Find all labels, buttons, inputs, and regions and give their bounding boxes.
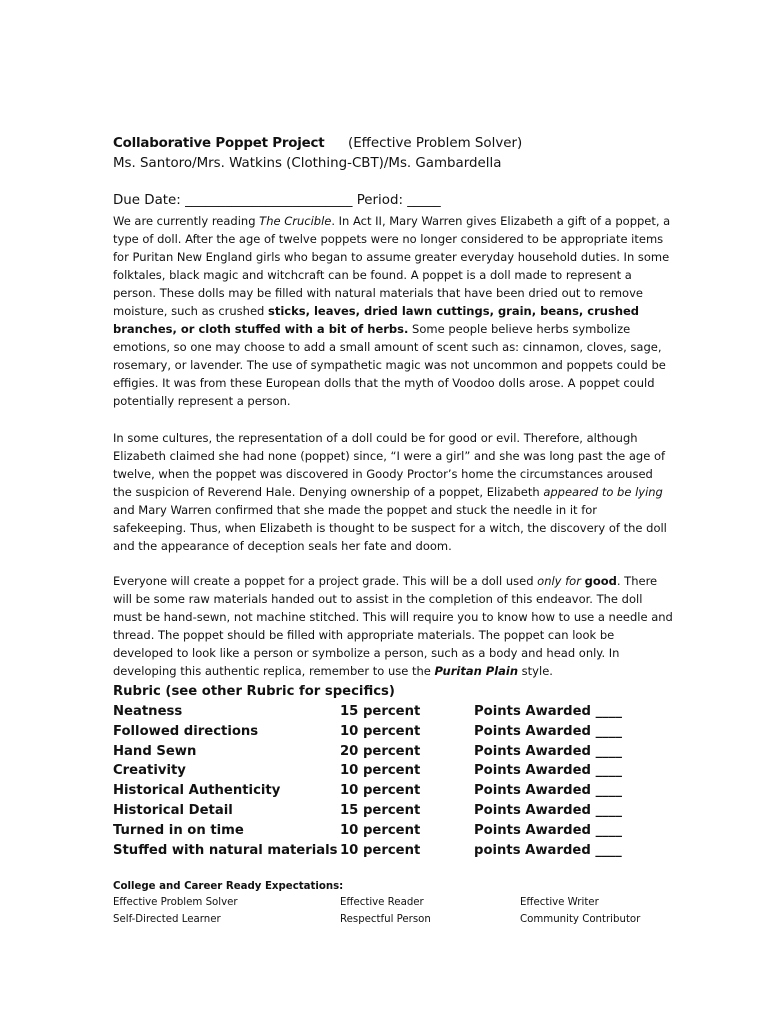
rubric-criterion: Hand Sewn — [113, 743, 197, 759]
paragraph-context — [113, 429, 673, 555]
expectations-section — [113, 879, 673, 928]
rubric-section — [113, 682, 673, 860]
p3-text-a: Everyone will create a poppet for a project grade. This will be a doll used — [113, 574, 538, 588]
rubric-criterion: Turned in on time — [113, 822, 244, 838]
rubric-weight: 15 percent — [340, 704, 421, 719]
expectation-item: Respectful Person — [340, 913, 431, 925]
rubric-points: Points Awarded ____ — [474, 763, 622, 779]
p3-emphasis-only-for: only for — [537, 574, 581, 588]
paragraph-instructions — [113, 572, 673, 680]
rubric-row — [113, 742, 673, 762]
rubric-criterion: Stuffed with natural materials — [113, 842, 338, 858]
rubric-points: Points Awarded ____ — [474, 743, 622, 759]
p3-text-g: style. — [518, 664, 553, 678]
expectation-item: Community Contributor — [520, 913, 641, 925]
p2-text-a: In some cultures, the representation of a doll could be for good or evil. Therefore, although Elizabeth claimed she had none (poppet) since, “I were a girl” and she was long past the age of twelve, when the poppet was discovered in Goody Proctor’s home the circumstances aroused the suspicion of Reverend Hale. Denying ownership of a poppet, Elizabeth — [113, 431, 666, 499]
rubric-points: Points Awarded ____ — [474, 822, 622, 838]
rubric-weight: 10 percent — [340, 783, 421, 799]
expectations-heading: College and Career Ready Expectations: — [113, 881, 344, 892]
rubric-criterion: Historical Detail — [113, 802, 233, 818]
rubric-weight: 10 percent — [340, 842, 421, 858]
rubric-points: Points Awarded ____ — [474, 723, 622, 739]
p1-text-a: We are currently reading — [113, 214, 260, 228]
p3-emphasis-good: good — [584, 574, 617, 588]
project-title: Collaborative Poppet Project — [113, 136, 325, 151]
p3-puritan-plain: Puritan Plain — [434, 664, 519, 678]
expectations-row — [113, 912, 673, 929]
p1-text-c: . In Act II, Mary Warren gives Elizabeth a gift of a poppet, a type of doll. After the age of twelve poppets were no longer considered to be appropriate items for Puritan New England girls who began to assume greater everyday household duties. In some folktales, black magic and witchcraft can be found. A poppet is a doll made to represent a person. These dolls may be filled with natural materials that have been dried out to remove moisture, such as crushed — [113, 214, 671, 318]
rubric-points: Points Awarded ____ — [474, 783, 622, 799]
expectation-item: Effective Problem Solver — [113, 897, 238, 908]
expectations-row — [113, 895, 673, 912]
due-date-line: Due Date: _________________________ Period: _____ — [113, 193, 441, 208]
rubric-row — [113, 702, 673, 722]
rubric-criterion: Historical Authenticity — [113, 783, 281, 799]
rubric-row — [113, 781, 673, 801]
rubric-row — [113, 821, 673, 841]
rubric-weight: 10 percent — [340, 723, 421, 739]
rubric-criterion: Neatness — [113, 704, 183, 719]
rubric-points: Points Awarded ____ — [474, 704, 622, 719]
expectation-item: Effective Reader — [340, 897, 424, 908]
rubric-weight: 20 percent — [340, 743, 421, 759]
rubric-points: Points Awarded ____ — [474, 802, 622, 818]
rubric-row — [113, 722, 673, 742]
p1-text-e: Some people believe herbs symbolize emotions, so one may choose to add a small amount of scent such as: cinnamon, cloves, sage, rosemary, or lavender. The use of sympathetic magic was not uncommon and poppets could be effigies. It was from these European dolls that the myth of Voodoo dolls arose. A poppet could potentially represent a person. — [113, 322, 666, 408]
expectation-item: Self-Directed Learner — [113, 913, 221, 925]
p2-emphasis: appeared to be lying — [543, 485, 663, 499]
p3-text-e: . There will be some raw materials handed out to assist in the completion of this endeavor. The doll must be hand-sewn, not machine stitched. This will require you to know how to use a needle and thread. The poppet should be filled with appropriate materials. The poppet can look be developed to look like a person or symbolize a person, such as a body and head only. In developing this authentic replica, remember to use the — [113, 574, 673, 678]
rubric-criterion: Followed directions — [113, 723, 259, 739]
project-focus: (Effective Problem Solver) — [348, 136, 523, 151]
expectation-item: Effective Writer — [520, 897, 599, 908]
rubric-row — [113, 801, 673, 821]
book-title: The Crucible — [259, 214, 332, 228]
rubric-criterion: Creativity — [113, 763, 186, 779]
rubric-weight: 10 percent — [340, 763, 421, 779]
title-line — [113, 134, 673, 154]
rubric-points: points Awarded ____ — [474, 842, 622, 858]
p2-text-c: and Mary Warren confirmed that she made the poppet and stuck the needle in it for safekeeping. Thus, when Elizabeth is thought to be suspect for a witch, the discovery of the doll and the appearance of deception seals her fate and doom. — [113, 503, 667, 553]
rubric-weight: 15 percent — [340, 802, 421, 818]
document-header — [113, 134, 673, 174]
rubric-row — [113, 841, 673, 861]
rubric-weight: 10 percent — [340, 822, 421, 838]
rubric-heading: Rubric (see other Rubric for specifics) — [113, 684, 395, 699]
rubric-row — [113, 761, 673, 781]
p1-materials: sticks, leaves, dried lawn cuttings, grain, beans, crushed branches, or cloth stuffed with a bit of herbs. — [113, 304, 640, 336]
teachers-line: Ms. Santoro/Mrs. Watkins (Clothing-CBT)/Ms. Gambardella — [113, 156, 502, 171]
paragraph-intro — [113, 212, 673, 410]
